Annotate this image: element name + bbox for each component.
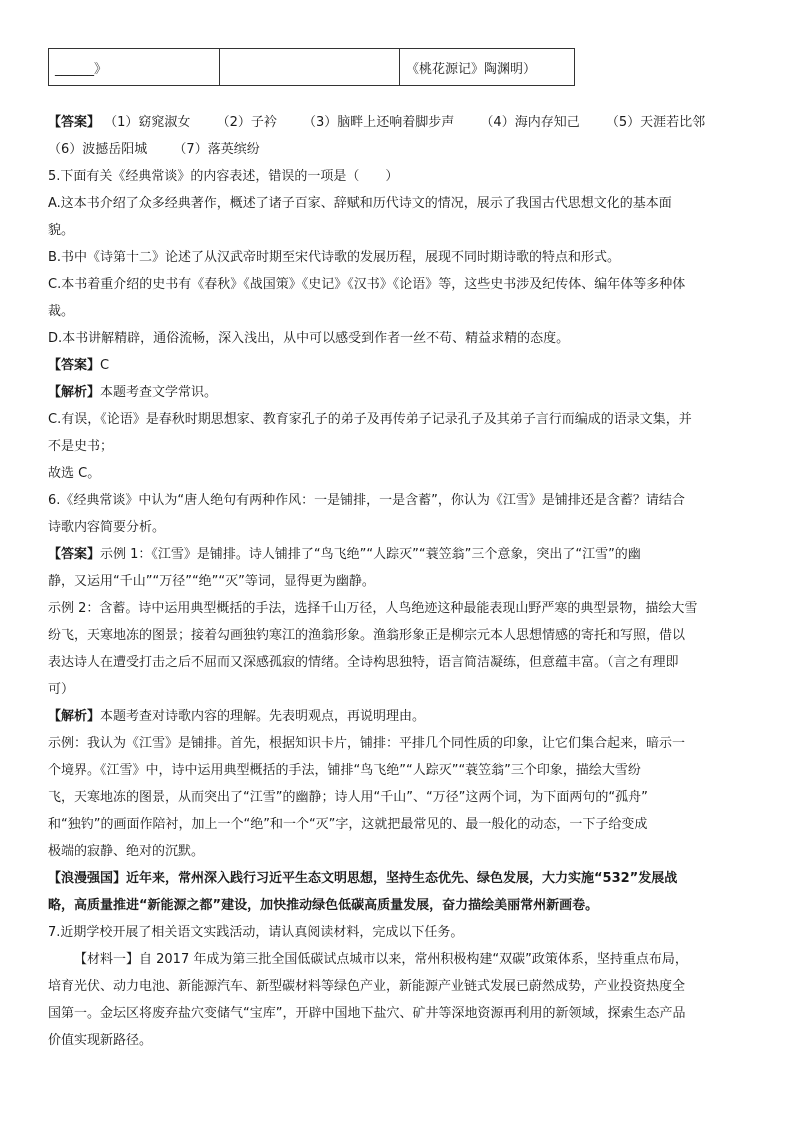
question-6-stem: 6.《经典常谈》中认为“唐人绝句有两种作风：一是铺排，一是含蓄”，你认为《江雪》是铺排还是含蓄？请结合 (48, 493, 685, 508)
option-c-cont: 裁。 (48, 304, 75, 319)
answer-item: （6）波撼岳阳城 (48, 142, 148, 157)
q5-explanation-cont: 不是史书； (48, 439, 114, 454)
q6-answer (48, 541, 778, 568)
q5-analysis (48, 379, 778, 406)
answer-tag: 【答案】 (48, 358, 101, 373)
material-1-line: 培育光伏、动力电池、新能源汽车、新型碳材料等绿色产业，新能源产业链式发展已蔚然成势，产业投资热度全 (48, 979, 686, 994)
answer-item: （5）天涯若比邻 (605, 115, 706, 130)
q6-example2-cont: 纷飞，天寒地冻的图景；接着勾画独钓寒江的渔翁形象。渔翁形象正是柳宗元本人思想情感的寄托和写照，借以 (48, 628, 686, 643)
table-row (49, 49, 575, 86)
table-cell-empty (220, 49, 400, 86)
option-a: A.这本书介绍了众多经典著作，概述了诸子百家、辞赋和历代诗文的情况，展示了我国古代思想文化的基本面 (48, 196, 672, 211)
q6-analysis (48, 703, 778, 730)
answer-value: C (100, 358, 110, 373)
analysis-text: 本题考查文学常识。 (100, 385, 218, 400)
question-6-stem-cont: 诗歌内容简要分析。 (48, 520, 166, 535)
answer-item: （7）落英缤纷 (173, 142, 260, 157)
q6-example2-cont: 可） (48, 682, 75, 697)
document-page (48, 48, 778, 1054)
material-1-line: 国第一。金坛区将废弃盐穴变储气“宝库”，开辟中国地下盐穴、矿井等深地资源再利用的新领域，探索生态产品 (48, 1006, 686, 1021)
answer-line-1 (48, 109, 778, 136)
material-1-line: 【材料一】自 2017 年成为第三批全国低碳试点城市以来，常州积极构建“双碳”政策体系，坚持重点布局， (74, 952, 688, 967)
q6-example2: 示例 2：含蓄。诗中运用典型概括的手法，选择千山万径，人鸟绝迹这种最能表现山野严寒的典型景物，描绘大雪 (48, 601, 698, 616)
material-1-line: 价值实现新路径。 (48, 1033, 153, 1048)
option-b: B.书中《诗第十二》论述了从汉武帝时期至宋代诗歌的发展历程，展现不同时期诗歌的特点和形式。 (48, 250, 621, 265)
analysis-tag: 【解析】 (48, 385, 101, 400)
answer-item: （3）脑畔上还响着脚步声 (303, 115, 455, 130)
question-7-stem: 7.近期学校开展了相关语文实践活动，请认真阅读材料，完成以下任务。 (48, 925, 464, 940)
q5-answer (48, 352, 778, 379)
question-5-stem: 5.下面有关《经典常谈》的内容表述，错误的一项是（ ） (48, 169, 399, 184)
table-cell-blank: ______》 (49, 49, 220, 86)
q6-example1-cont: 静，又运用“千山”“万径”“绝”“灭”等词，显得更为幽静。 (48, 574, 375, 589)
q6-analysis-line: 飞，天寒地冻的图景，从而突出了“江雪”的幽静；诗人用“千山”、“万径”这两个词，为下面两句的“孤舟” (48, 790, 648, 805)
q5-explanation: C.有误，《论语》是春秋时期思想家、教育家孔子的弟子及再传弟子记录孔子及其弟子言行而编成的语录文集，并 (48, 412, 692, 427)
option-a-cont: 貌。 (48, 223, 75, 238)
q6-example2-cont: 表达诗人在遭受打击之后不屈而又深感孤寂的情绪。全诗构思独特，语言简洁凝练，但意蕴丰富。（言之有理即 (48, 655, 679, 670)
q5-choice: 故选 C。 (48, 466, 101, 481)
poem-fragment-table (48, 48, 575, 86)
answer-tag: 【答案】 (48, 115, 101, 130)
option-d: D.本书讲解精辟，通俗流畅，深入浅出，从中可以感受到作者一丝不苟、精益求精的态度。 (48, 331, 570, 346)
option-c: C.本书着重介绍的史书有《春秋》《战国策》《史记》《汉书》《论语》等，这些史书涉及纪传体、编年体等多种体 (48, 277, 686, 292)
q6-analysis-line: 示例：我认为《江雪》是铺排。首先，根据知识卡片，铺排：平排几个同性质的印象，让它们集合起来，暗示一 (48, 736, 686, 751)
answer-text: 示例 1：《江雪》是铺排。诗人铺排了“鸟飞绝”“人踪灭”“蓑笠翁”三个意象，突出了“江雪”的幽 (100, 547, 641, 562)
answer-tag: 【答案】 (48, 547, 101, 562)
analysis-text: 本题考查对诗歌内容的理解。先表明观点，再说明理由。 (100, 709, 426, 724)
answer-item: （2）子衿 (216, 115, 277, 130)
q6-analysis-line: 个境界。《江雪》中，诗中运用典型概括的手法，铺排“鸟飞绝”“人踪灭”“蓑笠翁”三个印象，描绘大雪纷 (48, 763, 641, 778)
table-cell-source: 《桃花源记》陶渊明） (400, 49, 575, 86)
analysis-tag: 【解析】 (48, 709, 101, 724)
answer-line-2 (48, 136, 778, 163)
q6-analysis-line: 和“独钓”的画面作陪衬，加上一个“绝”和一个“灭”字，这就把最常见的、最一般化的动态，一下子给变成 (48, 817, 648, 832)
answer-item: （4）海内存知己 (480, 115, 580, 130)
banner-line: 【浪漫强国】近年来，常州深入践行习近平生态文明思想，坚持生态优先、绿色发展，大力实施“532”发展战 (48, 871, 678, 886)
banner-line: 略，高质量推进“新能源之都”建设，加快推动绿色低碳高质量发展，奋力描绘美丽常州新画卷。 (48, 898, 599, 913)
q6-analysis-line: 极端的寂静、绝对的沉默。 (48, 844, 205, 859)
answer-item: （1）窈窕淑女 (104, 115, 191, 130)
